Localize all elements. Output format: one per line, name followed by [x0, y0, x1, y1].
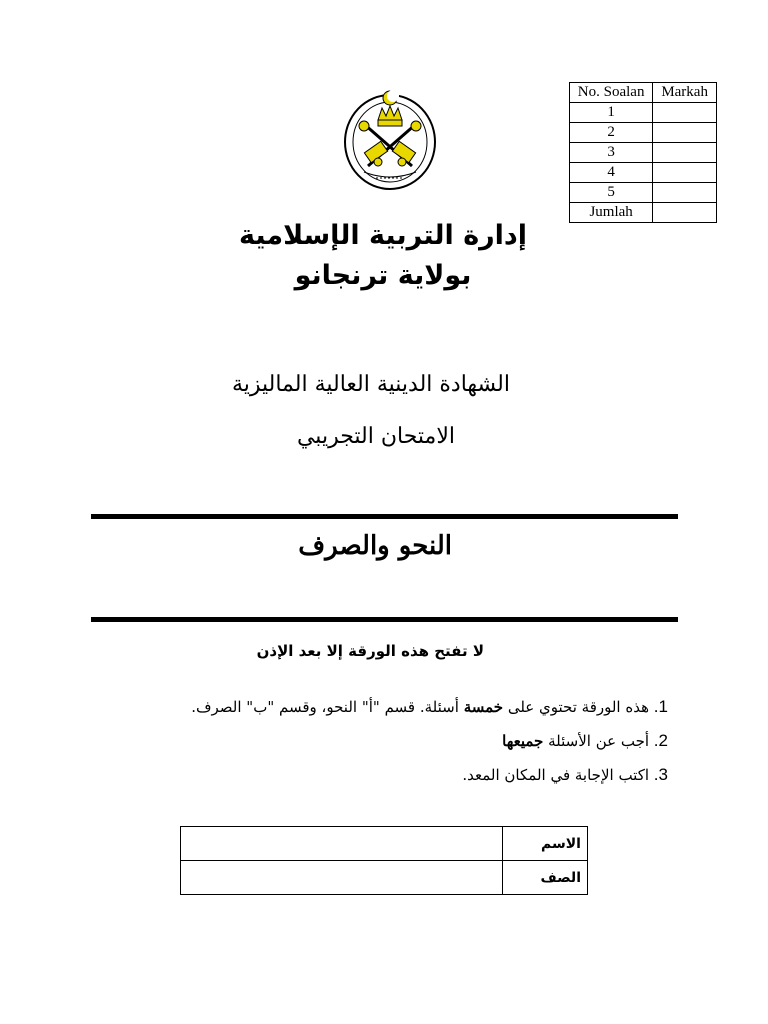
- table-row: [570, 143, 717, 163]
- instruction-number: 1.: [653, 697, 668, 716]
- header-question-no: No. Soalan: [570, 83, 653, 103]
- instruction-number: 2.: [653, 731, 668, 750]
- subject-title: النحو والصرف: [298, 531, 452, 561]
- instruction-item: [148, 724, 668, 758]
- instruction-text: أجب عن الأسئلة: [543, 732, 650, 750]
- question-number: 3: [570, 143, 653, 163]
- mark-cell[interactable]: [653, 103, 717, 123]
- mark-cell[interactable]: [653, 183, 717, 203]
- instruction-item: [148, 758, 668, 792]
- divider-top: [91, 514, 678, 519]
- mark-cell[interactable]: [653, 143, 717, 163]
- table-row: [570, 123, 717, 143]
- class-field[interactable]: [181, 861, 503, 895]
- instruction-text: أسئلة. قسم "أ" النحو، وقسم "ب" الصرف.: [191, 698, 464, 716]
- instruction-text: اكتب الإجابة في المكان المعد.: [462, 766, 650, 784]
- name-label: الاسم: [503, 827, 588, 861]
- warning-text: لا تفتح هذه الورقة إلا بعد الإذن: [256, 642, 484, 660]
- score-table: [569, 82, 717, 223]
- header-marks: Markah: [653, 83, 717, 103]
- student-info-table: [180, 826, 588, 895]
- table-row-total: [570, 203, 717, 223]
- instruction-item: [148, 690, 668, 724]
- table-row: [570, 163, 717, 183]
- instruction-text: هذه الورقة تحتوي على: [503, 698, 650, 716]
- authority-title: إدارة التربية الإسلامية بولاية ترنجانو: [238, 220, 528, 291]
- table-row: [570, 103, 717, 123]
- table-row: [181, 827, 588, 861]
- certificate-title: الشهادة الدينية العالية الماليزية: [231, 372, 510, 397]
- table-row: [570, 183, 717, 203]
- question-number: 1: [570, 103, 653, 123]
- question-number: 4: [570, 163, 653, 183]
- exam-type: الامتحان التجريبي: [296, 424, 455, 449]
- total-label: Jumlah: [570, 203, 653, 223]
- mark-cell[interactable]: [653, 163, 717, 183]
- score-table-header: [570, 83, 717, 103]
- instruction-emphasis: خمسة: [463, 698, 504, 716]
- divider-bottom: [91, 617, 678, 622]
- table-row: [181, 861, 588, 895]
- class-label: الصف: [503, 861, 588, 895]
- question-number: 5: [570, 183, 653, 203]
- name-field[interactable]: [181, 827, 503, 861]
- terengganu-crest-icon: [342, 86, 438, 192]
- total-mark-cell[interactable]: [653, 203, 717, 223]
- mark-cell[interactable]: [653, 123, 717, 143]
- instructions-list: [148, 690, 668, 792]
- instruction-number: 3.: [653, 765, 668, 784]
- instruction-emphasis: جميعها: [502, 732, 544, 750]
- question-number: 2: [570, 123, 653, 143]
